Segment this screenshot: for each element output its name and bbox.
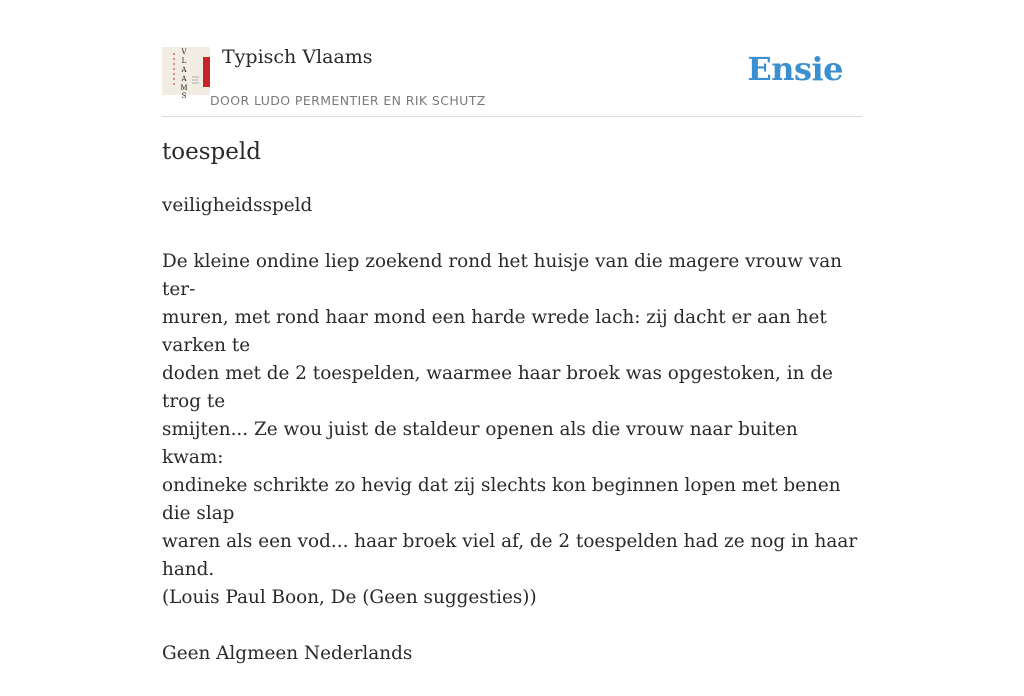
entry-example-quote [162,248,862,612]
entry-content [162,192,862,696]
example-line: ondineke schrikte zo hevig dat zij slechts kon beginnen lopen met benen die slap [162,475,841,524]
entry-title: toespeld [162,139,261,165]
svg-text:L: L [181,57,187,65]
example-line: doden met de 2 toespelden, waarmee haar broek was opgestoken, in de trog te [162,363,833,412]
example-line: muren, met rond haar mond een harde wrede lach: zij dacht er aan het varken te [162,307,827,356]
site-header [162,44,862,117]
example-line: smijten... Ze wou juist de staldeur openen als die vrouw naar buiten kwam: [162,419,798,468]
example-source: (Louis Paul Boon, De (Geen suggesties)) [162,587,537,608]
book-cover-icon [162,47,210,100]
entry-usage-note: Geen Algmeen Nederlands [162,643,413,664]
example-line: De kleine ondine liep zoekend rond het huisje van die magere vrouw van ter- [162,251,843,300]
example-line: waren als een vod... haar broek viel af, de 2 toespelden had ze nog in haar hand. [162,531,858,580]
book-authors: DOOR LUDO PERMENTIER EN RIK SCHUTZ [210,93,486,108]
svg-text:A: A [181,66,187,74]
entry-definition: veiligheidsspeld [162,195,313,216]
ensie-logo-link[interactable]: Ensie [747,50,843,88]
svg-text:S: S [181,92,187,100]
svg-text:V: V [181,48,187,56]
svg-text:A: A [181,75,187,83]
book-title-link[interactable]: Typisch Vlaams [222,46,373,68]
svg-text:M: M [180,84,188,92]
book-cover-logo[interactable] [162,47,210,100]
